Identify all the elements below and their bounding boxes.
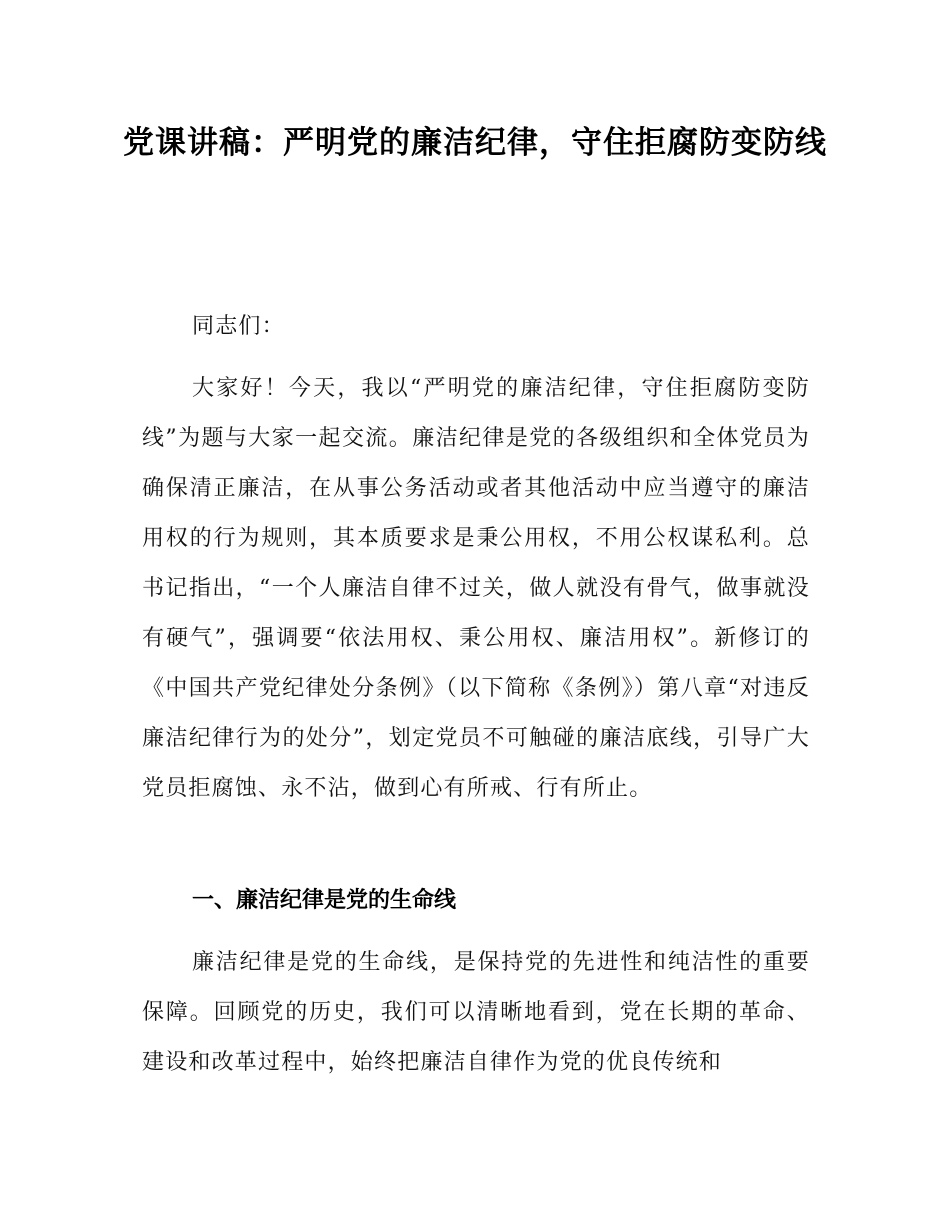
section-heading-1: 一、廉洁纪律是党的生命线 bbox=[192, 888, 457, 913]
salutation: 同志们： bbox=[192, 314, 285, 339]
document-title: 党课讲稿：严明党的廉洁纪律，守住拒腐防变防线 bbox=[123, 125, 827, 161]
paragraph-section-1: 廉洁纪律是党的生命线，是保持党的先进性和纯洁性的重要保障。回顾党的历史，我们可以清晰地看到，党在长期的革命、建设和改革过程中，始终把廉洁自律作为党的优良传统和 bbox=[142, 950, 810, 1075]
paragraph-intro: 大家好！今天，我以“严明党的廉洁纪律，守住拒腐防变防线”为题与大家一起交流。廉洁纪律是党的各级组织和全体党员为确保清正廉洁，在从事公务活动或者其他活动中应当遵守的廉洁用权的行为规则，其本质要求是秉公用权，不用公权谋私利。总书记指出，“一个人廉洁自律不过关，做人就没有骨气，做事就没有硬气”，强调要“依法用权、秉公用权、廉洁用权”。新修订的《中国共产党纪律处分条例》（以下简称《条例》）第八章“对违反廉洁纪律行为的处分”，划定党员不可触碰的廉洁底线，引导广大党员拒腐蚀、永不沾，做到心有所戒、行有所止。 bbox=[142, 376, 810, 801]
